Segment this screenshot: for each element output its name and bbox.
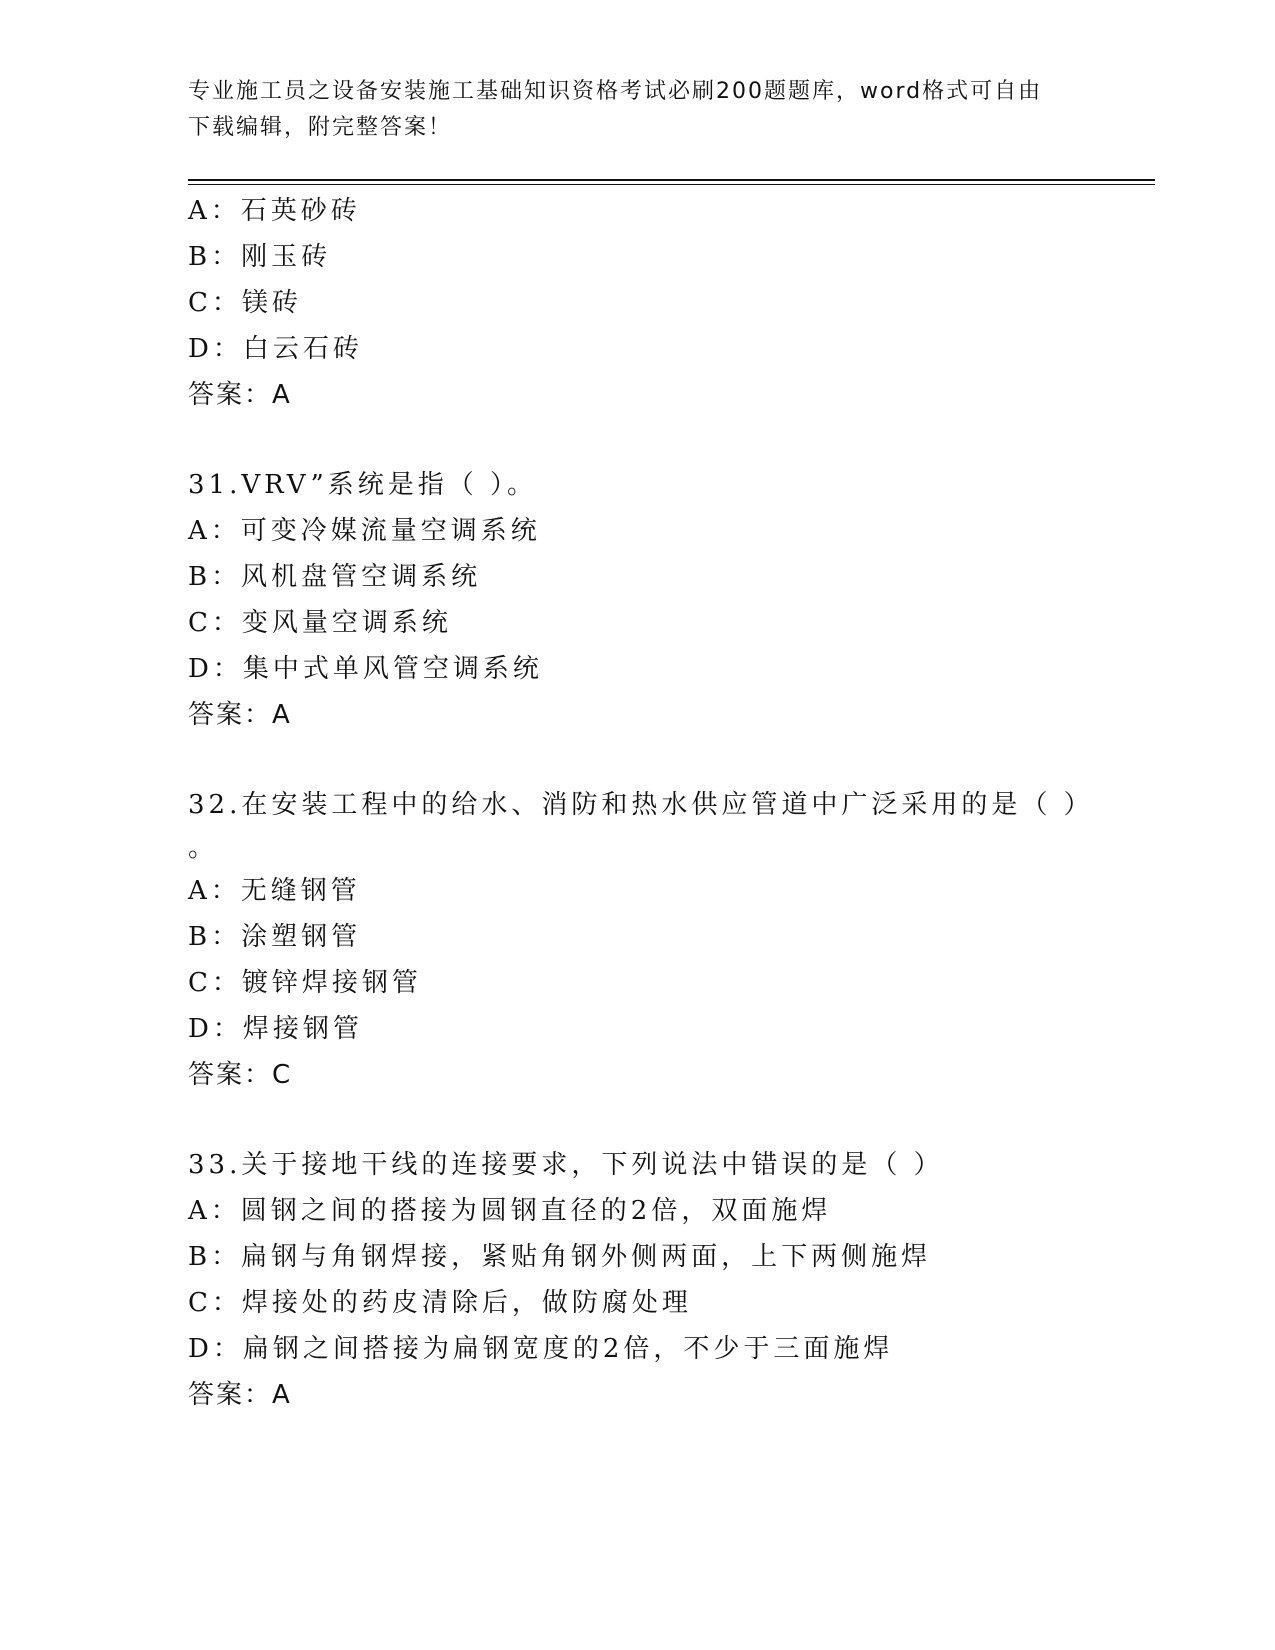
option-a: A：无缝钢管 [188, 876, 361, 906]
question-33 [188, 1142, 1148, 1418]
question-32 [188, 782, 1148, 1098]
answer: 答案：C [188, 1060, 293, 1090]
question-list [188, 188, 1148, 1418]
question-stem-line-1: 32.在安装工程中的给水、消防和热水供应管道中广泛采用的是（ ） [188, 790, 1094, 820]
header-line-2: 下载编辑，附完整答案！ [188, 115, 453, 140]
header-divider-thin [188, 184, 1155, 185]
option-b: B：涂塑钢管 [188, 922, 362, 952]
spacer [188, 418, 1148, 462]
option-b: B：风机盘管空调系统 [188, 562, 482, 592]
question-stem: 33.关于接地干线的连接要求，下列说法中错误的是（ ） [188, 1150, 944, 1180]
option-d: D：焊接钢管 [188, 1014, 363, 1044]
question-stem-line-2: 。 [188, 833, 219, 863]
spacer [188, 1098, 1148, 1142]
option-b: B：刚玉砖 [188, 242, 332, 272]
answer: 答案：A [188, 380, 292, 410]
answer: 答案：A [188, 1380, 292, 1410]
option-b: B：扁钢与角钢焊接，紧贴角钢外侧两面，上下两侧施焊 [188, 1242, 932, 1272]
question-stem: 31.VRV”系统是指（ ）。 [188, 470, 538, 500]
header-line-1: 专业施工员之设备安装施工基础知识资格考试必刷200题题库，word格式可自由 [188, 79, 1043, 104]
option-d: D：扁钢之间搭接为扁钢宽度的2倍，不少于三面施焊 [188, 1334, 894, 1364]
header-divider-thick [188, 179, 1155, 181]
option-a: A：可变冷媒流量空调系统 [188, 516, 541, 546]
option-c: C：镀锌焊接钢管 [188, 968, 422, 998]
spacer [188, 738, 1148, 782]
option-a: A：石英砂砖 [188, 196, 361, 226]
question-31 [188, 462, 1148, 738]
option-c: C：镁砖 [188, 288, 302, 318]
option-c: C：变风量空调系统 [188, 608, 452, 638]
option-c: C：焊接处的药皮清除后，做防腐处理 [188, 1288, 692, 1318]
answer: 答案：A [188, 700, 292, 730]
document-header [188, 74, 1068, 146]
option-d: D：白云石砖 [188, 334, 363, 364]
question-30 [188, 188, 1148, 418]
question-stem [188, 782, 1148, 868]
option-d: D：集中式单风管空调系统 [188, 654, 543, 684]
option-a: A：圆钢之间的搭接为圆钢直径的2倍，双面施焊 [188, 1196, 832, 1226]
